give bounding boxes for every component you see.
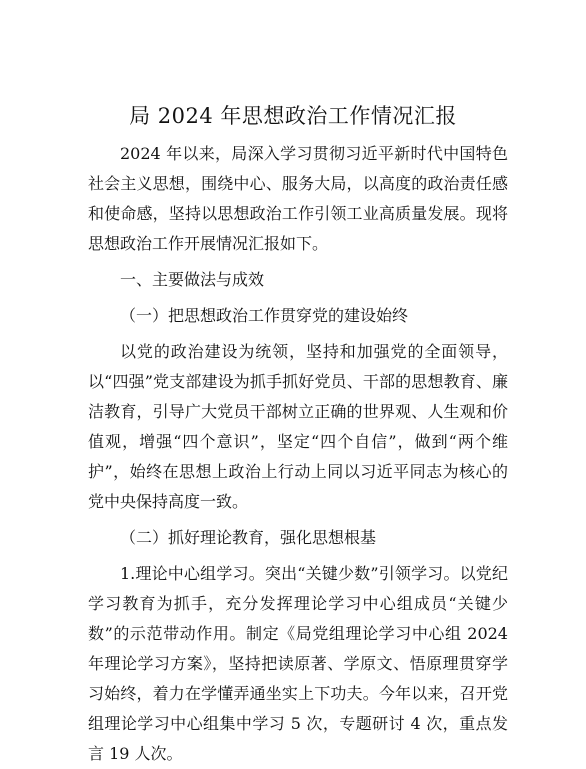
document-title: 局 2024 年思想政治工作情况汇报 bbox=[129, 104, 457, 128]
theory-study-paragraph: 1.理论中心组学习。突出“关键少数”引领学习。以党纪学习教育为抓手，充分发挥理论学习中心组成员“关键少数”的示范带动作用。制定《局党组理论学习中心组 2024 年理论学习方案》，坚持把读原著、学原文、悟原理贯穿学习始终，着力在学懂弄通坐实上下功夫。今年以来，召开党组理论学习中心组集中学习 5 次，专题研讨 4 次，重点发言 19 人次。 bbox=[88, 564, 508, 763]
subsection-heading-theory-education: （二）抓好理论教育，强化思想根基 bbox=[120, 528, 377, 547]
subsection-heading-party-building: （一）把思想政治工作贯穿党的建设始终 bbox=[120, 306, 409, 325]
party-building-paragraph: 以党的政治建设为统领，坚持和加强党的全面领导，以“四强”党支部建设为抓手抓好党员、干部的思想教育、廉洁教育，引导广大党员干部树立正确的世界观、人生观和价值观，增强“四个意识”，坚定“四个自信”，做到“两个维护”，始终在思想上政治上行动上同以习近平同志为核心的党中央保持高度一致。 bbox=[88, 342, 508, 511]
section-heading-main-practices: 一、主要做法与成效 bbox=[120, 270, 265, 289]
document-body bbox=[88, 139, 508, 769]
intro-paragraph: 2024 年以来，局深入学习贯彻习近平新时代中国特色社会主义思想，围绕中心、服务大局，以高度的政治责任感和使命感，坚持以思想政治工作引领工业高质量发展。现将思想政治工作开展情况汇报如下。 bbox=[88, 144, 508, 253]
